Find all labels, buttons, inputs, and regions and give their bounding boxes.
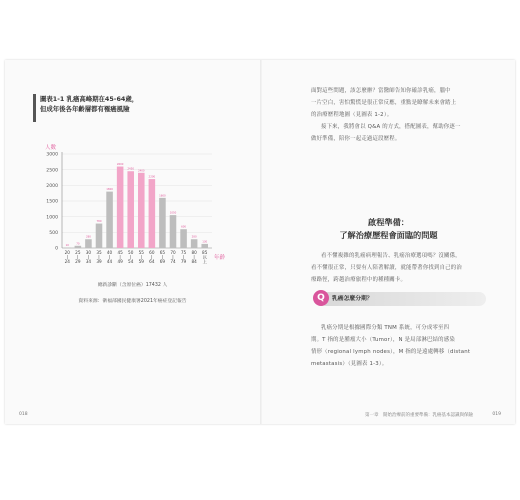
bar	[138, 173, 145, 248]
figure-title-line-1: 圖表1-1 乳癌高峰期在45-64歲，	[40, 95, 139, 103]
x-tick-label: 35	[96, 250, 102, 255]
bar	[191, 239, 198, 248]
x-tick-label: 54	[128, 259, 134, 265]
text-line: 的治療歷程地圖（見圖表 1-2）。	[311, 112, 393, 118]
running-head: 第一章 開始治療前的重要準備：乳癌基本認識與保險	[365, 413, 473, 418]
x-tick-label: |	[98, 254, 100, 260]
bar-value-label: 130	[202, 240, 208, 244]
y-tick-label: 500	[49, 230, 58, 236]
staging-paragraph	[311, 322, 481, 370]
y-tick-label: 1500	[46, 199, 58, 205]
y-tick-label: 3000	[46, 152, 58, 158]
text-line: 看不懂很正常，只要有人陪著解讀，就能帶著你找到自己的治	[311, 265, 462, 271]
text-line: 一片空白，害怕驚慌是很正常反應，重點是瞭解未來會踏上	[311, 100, 457, 106]
bar-value-label: 780	[96, 220, 102, 224]
text-line: 接下來，我將會以 Q&A 的方式，搭配圖表，幫助你逐一	[321, 124, 461, 130]
x-tick-label: |	[151, 254, 153, 260]
bar-value-label: 70	[76, 242, 80, 246]
bar-value-label: 280	[85, 235, 91, 239]
x-tick-label: 64	[149, 259, 155, 265]
x-tick-label: 50	[128, 250, 134, 255]
bar	[85, 239, 92, 248]
bar-value-label: 600	[181, 225, 187, 229]
x-tick-label: |	[77, 254, 79, 260]
x-tick-label: 65	[159, 250, 166, 255]
x-tick-label: 69	[159, 259, 166, 265]
x-tick-label: |	[119, 254, 121, 260]
x-tick-label: 79	[180, 259, 187, 265]
text-line: 面對這些問題，該怎麼辦？當醫師告知你確診乳癌，腦中	[311, 88, 451, 94]
x-tick-label: |	[161, 254, 164, 260]
x-tick-label: 70	[170, 250, 176, 255]
folio-right: 019	[492, 412, 501, 417]
x-tick-label: 84	[191, 259, 197, 265]
bar	[96, 224, 103, 248]
x-tick-label: 20	[64, 250, 70, 255]
figure-title-line-2: 但成年後各年齡層都有罹癌風險	[40, 105, 130, 113]
bar-value-label: 1050	[169, 211, 177, 215]
bar	[106, 192, 113, 248]
section-paragraph	[311, 250, 481, 286]
x-tick-label: 25	[75, 250, 81, 255]
x-tick-label: |	[140, 254, 142, 260]
x-tick-label: |	[172, 254, 174, 260]
x-tick-label: 60	[149, 250, 155, 255]
bar	[117, 167, 124, 248]
y-tick-label: 0	[55, 246, 58, 252]
text-line: 療路徑，跨越治療旅程中的種種關卡。	[311, 277, 407, 283]
x-tick-label: |	[182, 254, 185, 260]
bar	[149, 179, 156, 248]
x-tick-label: 上	[202, 259, 207, 265]
y-tick-label: 2500	[46, 168, 58, 174]
text-line: metastasis）（見圖表 1-3）。	[311, 361, 388, 367]
x-tick-label: |	[108, 254, 111, 260]
y-tick-label: 1000	[46, 215, 58, 221]
text-line: 看不懂複雜的乳癌病理報告、乳癌治療選項嗎？沒關係，	[321, 253, 461, 259]
bar	[127, 171, 134, 248]
x-tick-label: |	[130, 254, 132, 260]
bar	[159, 198, 166, 248]
x-tick-label: 24	[64, 259, 70, 265]
x-tick-label: 80	[191, 250, 197, 255]
x-tick-label: |	[193, 254, 195, 260]
bar-value-label: 280	[191, 235, 197, 239]
bar-value-label: 2400	[137, 169, 145, 173]
bar	[75, 246, 82, 248]
x-tick-label: 74	[170, 259, 176, 265]
x-tick-label: 45	[117, 250, 123, 255]
bar-value-label: 10	[65, 244, 69, 248]
y-axis-title: 人數	[45, 145, 57, 151]
x-tick-label: 30	[85, 250, 92, 255]
x-tick-label: |	[66, 254, 68, 260]
folio-left: 018	[19, 412, 28, 417]
x-tick-label: 49	[117, 259, 123, 265]
bar-value-label: 1800	[106, 188, 113, 192]
x-tick-label: 以	[202, 254, 207, 260]
book-spread	[5, 60, 515, 424]
question-icon: Q	[313, 290, 329, 306]
text-line: 做好準備，陪你一起走過這段歷程。	[311, 136, 401, 142]
x-tick-label: |	[87, 254, 90, 260]
bar-value-label: 1600	[159, 194, 166, 198]
x-tick-label: 55	[138, 250, 144, 255]
text-line: 期。T 指的是腫瘤大小（Tumor），N 是局部淋巴結的感染	[311, 337, 455, 343]
x-tick-label: 44	[106, 259, 113, 265]
x-tick-label: 75	[180, 250, 187, 255]
chart-total-note: 總新診斷（含原位癌）17432 人	[97, 283, 168, 288]
section-heading-line-2: 了解治療歷程會面臨的問題	[339, 230, 438, 240]
question-label: 乳癌怎麼分期？	[332, 296, 373, 302]
x-tick-label: 40	[106, 250, 113, 255]
x-tick-label: 34	[85, 259, 92, 265]
x-tick-label: 85	[202, 250, 208, 255]
bar	[180, 229, 187, 248]
chart-source-note: 資料來源：衛福部國民健康署2021年癌症登記報告	[78, 299, 187, 304]
right-page	[262, 60, 515, 424]
text-line: 情形（regional lymph nodes），M 指的是遠處轉移（distant	[311, 349, 471, 355]
bar	[201, 244, 208, 248]
y-tick-label: 2000	[46, 183, 58, 189]
intro-paragraph	[311, 85, 481, 145]
bar-value-label: 2200	[148, 175, 156, 179]
bar-value-label: 2450	[127, 167, 135, 171]
bar	[170, 215, 177, 248]
text-line: 乳癌分期是根據國際分類 TNM 系統，可分成零至四	[321, 325, 450, 331]
left-page	[5, 60, 260, 424]
x-tick-label: 29	[75, 259, 81, 265]
bar-value-label: 2600	[116, 163, 124, 167]
x-tick-label: 59	[138, 259, 144, 265]
age-bar-chart	[5, 60, 260, 360]
x-axis-title: 年齡	[214, 255, 226, 261]
x-tick-label: 39	[96, 259, 102, 265]
section-heading-line-1: 啟程準備：	[368, 217, 409, 227]
